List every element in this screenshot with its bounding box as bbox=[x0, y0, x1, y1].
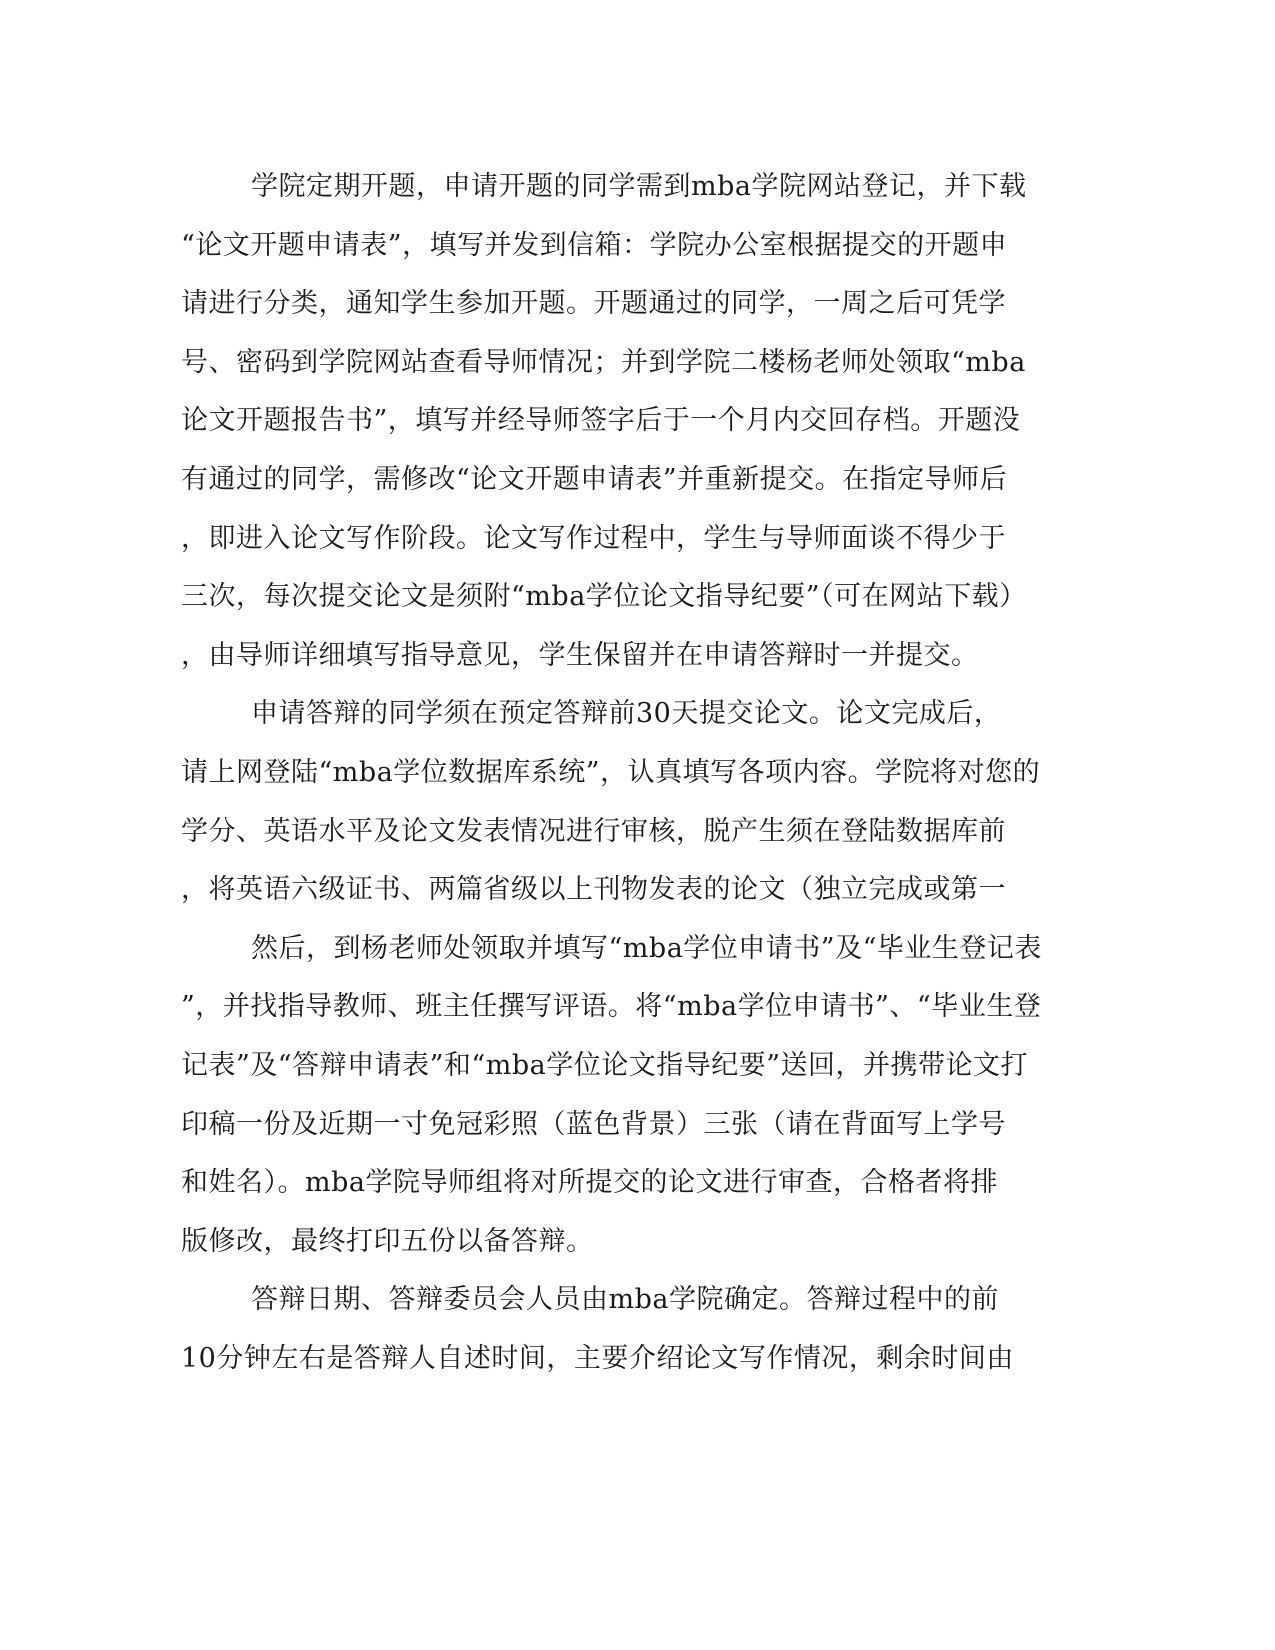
text-line: 记表”及“答辩申请表”和“mba学位论文指导纪要”送回，并携带论文打 bbox=[181, 1049, 1028, 1081]
text-line: 学分、英语水平及论文发表情况进行审核，脱产生须在登陆数据库前 bbox=[181, 815, 1006, 847]
paragraph-thesis-proposal bbox=[181, 158, 1043, 685]
text-line: 学院定期开题，申请开题的同学需到mba学院网站登记，并下载 bbox=[251, 171, 1027, 202]
text-line: 申请答辩的同学须在预定答辩前30天提交论文。论文完成后， bbox=[251, 698, 1002, 730]
text-line: 论文开题报告书”，填写并经导师签字后于一个月内交回存档。开题没 bbox=[181, 405, 1021, 437]
text-line: ，将英语六级证书、两篇省级以上刊物发表的论文（独立完成或第一 bbox=[181, 874, 1006, 906]
text-line: 然后，到杨老师处领取并填写“mba学位申请书”及“毕业生登记表 bbox=[251, 932, 1042, 964]
text-line: ，由导师详细填写指导意见，学生保留并在申请答辩时一并提交。 bbox=[181, 639, 979, 671]
paragraph-defense-application bbox=[181, 685, 1043, 919]
text-line: 10分钟左右是答辩人自述时间，主要介绍论文写作情况，剩余时间由 bbox=[181, 1342, 1014, 1374]
text-line: 请进行分类，通知学生参加开题。开题通过的同学，一周之后可凭学 bbox=[181, 288, 1006, 320]
paragraph-degree-application bbox=[181, 920, 1043, 1272]
paragraph-defense-procedure bbox=[181, 1271, 1043, 1388]
text-line: 有通过的同学，需修改“论文开题申请表”并重新提交。在指定导师后 bbox=[181, 463, 1008, 495]
document-body bbox=[181, 158, 1043, 1388]
text-line: 版修改，最终打印五份以备答辩。 bbox=[181, 1225, 594, 1257]
text-line: 请上网登陆“mba学位数据库系统”，认真填写各项内容。学院将对您的 bbox=[181, 756, 1041, 788]
text-line: 号、密码到学院网站查看导师情况；并到学院二楼杨老师处领取“mba bbox=[181, 346, 1026, 378]
text-line: 答辩日期、答辩委员会人员由mba学院确定。答辩过程中的前 bbox=[251, 1284, 999, 1316]
text-line: ”，并找指导教师、班主任撰写评语。将“mba学位申请书”、“毕业生登 bbox=[181, 991, 1042, 1023]
text-line: ，即进入论文写作阶段。论文写作过程中，学生与导师面谈不得少于 bbox=[181, 522, 1006, 554]
text-line: “论文开题申请表”，填写并发到信箱：学院办公室根据提交的开题申 bbox=[181, 229, 1008, 261]
text-line: 印稿一份及近期一寸免冠彩照（蓝色背景）三张（请在背面写上学号 bbox=[181, 1108, 1006, 1140]
text-line: 和姓名）。mba学院导师组将对所提交的论文进行审查，合格者将排 bbox=[181, 1167, 998, 1199]
text-line: 三次，每次提交论文是须附“mba学位论文指导纪要”（可在网站下载） bbox=[181, 581, 1027, 613]
